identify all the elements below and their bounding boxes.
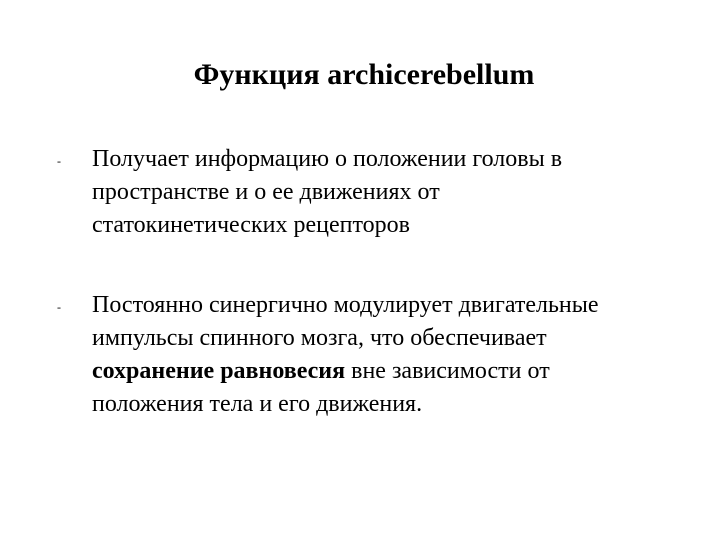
bullet-marker: -: [57, 154, 61, 168]
bold-phrase: сохранение равновесия: [92, 358, 346, 384]
line-continuation: вне зависимости от: [345, 358, 550, 384]
bullet-text-line-mixed: [92, 355, 702, 388]
bullet-text-line: пространстве и о ее движениях от: [92, 179, 440, 205]
bullet-text-line: статокинетических рецепторов: [92, 212, 410, 238]
bullet-text: [92, 289, 702, 421]
bullet-text-line: Получает информацию о положении головы в: [92, 146, 563, 172]
bullet-text-line: импульсы спинного мозга, что обеспечивает: [92, 325, 547, 351]
bullet-text: [92, 143, 702, 242]
bullet-marker: -: [57, 300, 61, 314]
bullet-text-line: Постоянно синергично модулирует двигательные: [92, 292, 599, 318]
bullet-text-line: положения тела и его движения.: [92, 391, 423, 417]
slide-title: Функция archicerebellum: [193, 58, 535, 91]
